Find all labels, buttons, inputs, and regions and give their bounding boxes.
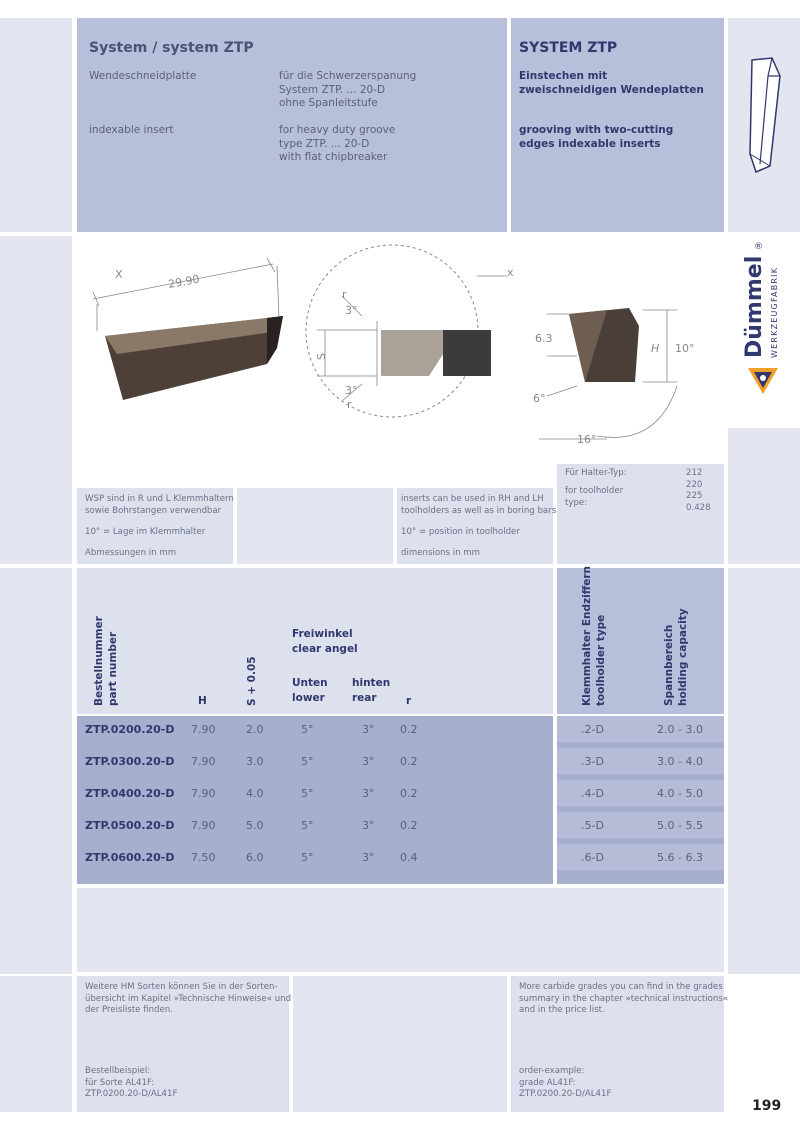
header-line: Freiwinkel — [292, 628, 353, 640]
cell-lower-angle: 5° — [301, 755, 314, 768]
dim-angle-bottom: 3° — [345, 384, 358, 397]
cell-h: 7.90 — [191, 819, 216, 832]
notes-german-position: 10° = Lage im Klemmhalter — [85, 527, 206, 537]
cell-toolholder-type: .4-D — [581, 787, 604, 800]
german-label: Wendeschneidplatte — [89, 70, 197, 82]
insert-profile-view — [539, 308, 677, 439]
dim-angle-6: 6° — [533, 392, 546, 405]
cell-h: 7.90 — [191, 787, 216, 800]
left-margin-strip-drawing — [0, 236, 72, 564]
right-en-line: grooving with two-cutting — [519, 124, 674, 136]
footer-line: für Sorte AL41F: — [85, 1077, 155, 1088]
cell-lower-angle: 5° — [301, 851, 314, 864]
footer-line: der Preisliste finden. — [85, 1005, 173, 1015]
cell-holding-capacity: 2.0 - 3.0 — [657, 723, 703, 736]
header-line: Bestellnummer — [93, 616, 105, 706]
page-title: System / system ZTP — [89, 40, 254, 56]
cell-rear-angle: 3° — [362, 723, 375, 736]
german-desc-line: für die Schwerzerspanung — [279, 70, 417, 82]
cell-r: 0.4 — [400, 851, 418, 864]
footer-line: ZTP.0200.20-D/AL41F — [519, 1089, 612, 1099]
cell-r: 0.2 — [400, 723, 418, 736]
notes-english-position: 10° = position in toolholder — [401, 527, 520, 537]
footer-line: Weitere HM Sorten können Sie in der Sorten- — [85, 982, 278, 992]
holder-type: 225 — [686, 491, 703, 501]
cell-holding-capacity: 3.0 - 4.0 — [657, 755, 703, 768]
cell-lower-angle: 5° — [301, 723, 314, 736]
dim-x-left: X — [115, 268, 123, 281]
footer-line: übersicht im Kapitel »Technische Hinweise« und — [85, 993, 292, 1004]
footer-german-example — [85, 1066, 177, 1101]
note-line: sowie Bohrstangen verwendbar — [85, 505, 222, 516]
header-clear-angle — [292, 627, 358, 657]
left-margin-strip-top — [0, 18, 72, 232]
dim-x-right: x — [507, 266, 514, 279]
cell-s: 4.0 — [246, 787, 264, 800]
cell-holding-capacity: 5.6 - 6.3 — [657, 851, 703, 864]
dim-angle-10: 10° — [675, 342, 695, 355]
notes-english-usage — [401, 494, 556, 517]
cell-part-number: ZTP.0600.20-D — [85, 851, 175, 864]
english-desc-line: with flat chipbreaker — [279, 151, 388, 163]
dim-r-top: r — [342, 288, 347, 301]
header-lower — [292, 676, 328, 706]
header-holding-capacity — [662, 608, 690, 706]
dim-r-bottom: r — [347, 398, 352, 411]
footer-line: summary in the chapter »technical instructions« — [519, 993, 729, 1004]
right-margin-strip-drawing — [728, 428, 800, 564]
header-line: Unten — [292, 677, 328, 689]
dim-6-3: 6.3 — [535, 332, 553, 345]
right-margin-strip-table — [728, 568, 800, 974]
brand-triangle-icon — [746, 366, 780, 396]
german-description — [279, 70, 416, 111]
cell-rear-angle: 3° — [362, 819, 375, 832]
cell-part-number: ZTP.0400.20-D — [85, 787, 175, 800]
cell-s: 3.0 — [246, 755, 264, 768]
right-de-line: zweischneidigen Wendeplatten — [519, 83, 704, 96]
footer-middle-panel — [293, 976, 507, 1112]
cell-s: 5.0 — [246, 819, 264, 832]
technical-drawing — [77, 236, 724, 464]
notes-english-dimensions: dimensions in mm — [401, 548, 481, 558]
holder-types-list — [686, 468, 711, 514]
holder-type: 220 — [686, 479, 703, 490]
footer-line: order-example: — [519, 1066, 585, 1076]
header-r: r — [406, 695, 412, 707]
cell-lower-angle: 5° — [301, 787, 314, 800]
holder-label-german: Für Halter-Typ: — [565, 468, 627, 478]
right-de-line: Einstechen mit — [519, 70, 608, 82]
empty-band — [77, 888, 724, 972]
page-number: 199 — [752, 1098, 782, 1114]
holder-label-line: for toolholder — [565, 486, 624, 496]
header-line: holding capacity — [677, 608, 689, 706]
brand-logo — [736, 242, 796, 418]
right-en-line: edges indexable inserts — [519, 137, 661, 150]
footer-english-example — [519, 1066, 611, 1101]
header-line: Klemmhalter Endziffern — [581, 565, 593, 706]
cell-part-number: ZTP.0500.20-D — [85, 819, 175, 832]
brand-registered-mark: ® — [754, 242, 763, 252]
holder-type: 0.428 — [686, 502, 711, 513]
german-desc-line: System ZTP. ... 20-D — [279, 83, 386, 96]
dim-length: 29.90 — [167, 272, 201, 291]
header-line: part number — [107, 631, 119, 706]
note-line: WSP sind in R und L Klemmhaltern — [85, 494, 234, 504]
left-margin-strip-footer — [0, 976, 72, 1112]
header-line: S + 0.05 — [246, 656, 258, 706]
footer-line: and in the price list. — [519, 1005, 605, 1015]
cell-holding-capacity: 5.0 - 5.5 — [657, 819, 703, 832]
notes-german-usage — [85, 494, 234, 517]
dim-angle-16: 16° — [577, 433, 597, 446]
system-title: SYSTEM ZTP — [519, 40, 618, 56]
header-rear — [352, 676, 390, 706]
brand-strip — [728, 236, 800, 424]
footer-line: More carbide grades you can find in the grades — [519, 982, 723, 992]
holder-label-english — [565, 486, 623, 509]
brand-subtitle: WERKZEUGFABRIK — [770, 266, 779, 358]
german-desc-line: ohne Spanleitstufe — [279, 97, 378, 109]
english-desc-line: for heavy duty groove — [279, 124, 396, 136]
footer-german-text — [85, 982, 291, 1017]
cell-h: 7.50 — [191, 851, 216, 864]
footer-line: grade AL41F: — [519, 1077, 576, 1088]
header-line: rear — [352, 692, 377, 704]
right-german-text — [519, 70, 704, 97]
cell-r: 0.2 — [400, 819, 418, 832]
footer-line: ZTP.0200.20-D/AL41F — [85, 1089, 178, 1099]
cell-rear-angle: 3° — [362, 851, 375, 864]
cell-part-number: ZTP.0200.20-D — [85, 723, 175, 736]
header-line: clear angel — [292, 643, 358, 655]
cell-h: 7.90 — [191, 723, 216, 736]
header-line: lower — [292, 692, 325, 704]
header-line: hinten — [352, 677, 391, 689]
header-line: toolholder type — [595, 614, 607, 706]
cell-holding-capacity: 4.0 - 5.0 — [657, 787, 703, 800]
note-line: inserts can be used in RH and LH — [401, 494, 544, 504]
dim-angle-top: 3° — [345, 304, 358, 317]
cell-rear-angle: 3° — [362, 787, 375, 800]
cell-s: 6.0 — [246, 851, 264, 864]
cell-toolholder-type: .6-D — [581, 851, 604, 864]
english-desc-line: type ZTP. ... 20-D — [279, 137, 370, 150]
insert-pictogram-icon — [742, 54, 788, 176]
cell-toolholder-type: .5-D — [581, 819, 604, 832]
dim-h: H — [651, 342, 660, 355]
english-label: indexable insert — [89, 124, 174, 136]
cell-rear-angle: 3° — [362, 755, 375, 768]
holder-label-line: type: — [565, 497, 588, 508]
cell-r: 0.2 — [400, 787, 418, 800]
notes-german-dimensions: Abmessungen in mm — [85, 548, 177, 558]
header-part-number — [92, 616, 120, 706]
english-description — [279, 124, 395, 165]
notes-spacer-panel — [237, 488, 393, 564]
left-margin-strip-table — [0, 568, 72, 974]
cell-s: 2.0 — [246, 723, 264, 736]
cell-lower-angle: 5° — [301, 819, 314, 832]
cutting-edge-detail — [306, 245, 507, 417]
cell-toolholder-type: .2-D — [581, 723, 604, 736]
cell-part-number: ZTP.0300.20-D — [85, 755, 175, 768]
right-english-text — [519, 124, 673, 151]
header-h: H — [198, 695, 207, 707]
note-line: toolholders as well as in boring bars — [401, 505, 557, 516]
brand-name: Dümmel — [742, 255, 767, 358]
holder-type: 212 — [686, 468, 703, 478]
cell-toolholder-type: .3-D — [581, 755, 604, 768]
cell-r: 0.2 — [400, 755, 418, 768]
dim-s: S — [315, 353, 328, 360]
header-line: Spannbereich — [663, 624, 675, 706]
header-toolholder-type — [580, 566, 608, 706]
footer-english-text — [519, 982, 728, 1017]
cell-h: 7.90 — [191, 755, 216, 768]
header-s — [245, 656, 259, 706]
footer-line: Bestellbeispiel: — [85, 1066, 151, 1076]
